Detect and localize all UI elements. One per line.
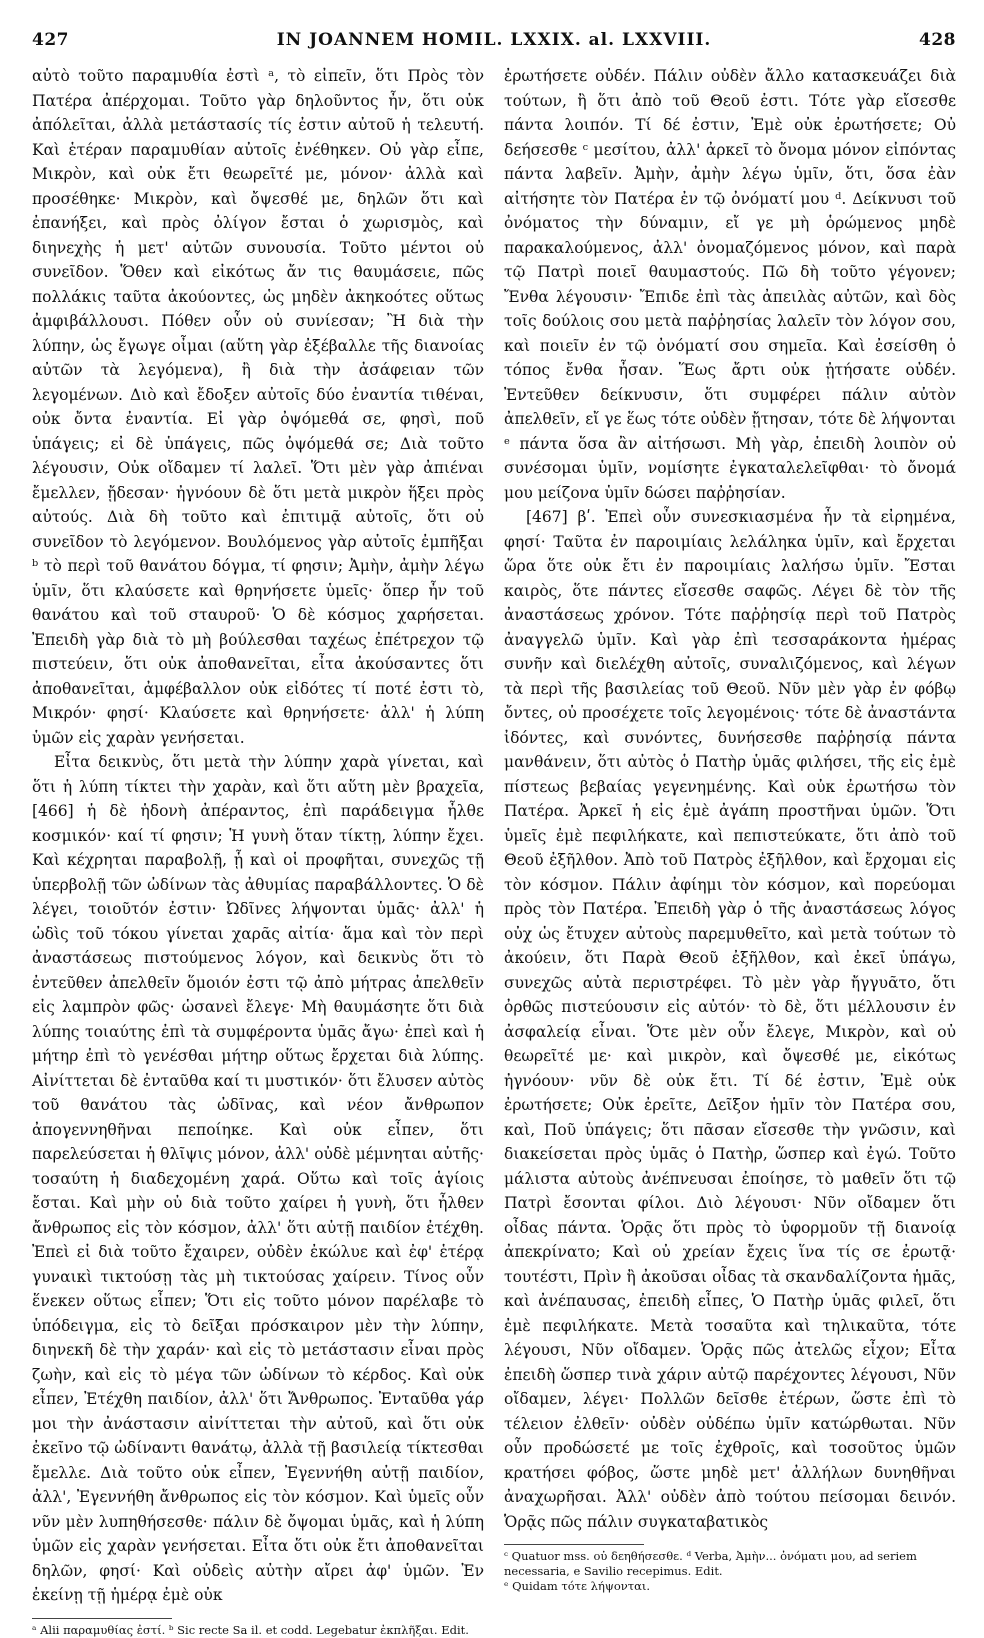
- running-title: IN JOANNEM HOMIL. LXXIX. al. LXXVIII.: [276, 30, 712, 50]
- paragraph: αὐτὸ τοῦτο παραμυθία ἐστὶ ᵃ, τὸ εἰπεῖν, ὅτι Πρὸς τὸν Πατέρα ἀπέρχομαι. Τοῦτο γὰρ δηλοῦντος ἦν, ὅτι οὐκ ἀπόλεῖται, ἀλλὰ μετάστασίς τίς ἐστιν αὐτοῦ ἡ τελευτή. Καὶ ἑτέραν παραμυθίαν αὐτοῖς ἐνέθηκεν. Οὐ γὰρ εἶπε, Μικρὸν, καὶ οὐκ ἔτι θεωρεῖτέ με, μόνον· ἀλλὰ καὶ προσέθηκε· Μικρὸν, καὶ ὄψεσθέ με, δηλῶν ὅτι καὶ ἐπανήξει, καὶ πρὸς ὀλίγον ἔσται ὁ χωρισμὸς, καὶ διηνεχὴς ἡ μετ' αὐτῶν συνουσία. Τοῦτο μέντοι οὐ συνεῖδον. Ὅθεν καὶ εἰκότως ἄν τις θαυμάσειε, πῶς πολλάκις ταῦτα ἀκούοντες, ὡς μηδὲν ἀκηκοότες οὕτως ἀμφιβάλλουσι. Πόθεν οὖν οὐ συνίεσαν; Ἢ διὰ τὴν λύπην, ὡς ἔγωγε οἶμαι (αὕτη γὰρ ἐξέβαλλε τῆς διανοίας αὐτῶν τὰ λεγόμενα), ἢ διὰ τὴν ἀσάφειαν τῶν λεγομένων. Διὸ καὶ ἔδοξεν αὐτοῖς δύο ἐναντία τιθέναι, οὐκ ὄντα ἐναντία. Εἰ γὰρ ὀψόμεθά σε, φησὶ, ποῦ ὑπάγεις; εἰ δὲ ὑπάγεις, πῶς ὀψόμεθά σε; Διὰ τοῦτο λέγουσιν, Οὐκ οἴδαμεν τί λαλεῖ. Ὅτι μὲν γὰρ ἀπιέναι ἔμελλεν, ᾔδεσαν· ἠγνόουν δὲ ὅτι μετὰ μικρὸν ἥξει πρὸς αὐτούς. Διὰ δὴ τοῦτο καὶ ἐπιτιμᾷ αὐτοῖς, ὅτι οὐ συνεῖδον τὸ λεγόμενον. Βουλόμενος γὰρ αὐτοῖς ἐμπῆξαι ᵇ τὸ περὶ τοῦ θανάτου δόγμα, τί φησιν; Ἀμὴν, ἀμὴν λέγω ὑμῖν, ὅτι κλαύσετε καὶ θρηνήσετε ὑμεῖς· ὅπερ ἦν τοῦ θανάτου καὶ τοῦ σταυροῦ· Ὁ δὲ κόσμος χαρήσεται. Ἐπειδὴ γὰρ διὰ τὸ μὴ βούλεσθαι ταχέως ἐπέτρεχον τῷ πιστεύειν, ὅτι οὐκ ἀποθανεῖται, εἶτα ἀκούσαντες ὅτι ἀποθανεῖται, ἀμφέβαλλον οὐκ εἰδότες τί ποτέ ἐστι τὸ, Μικρόν· φησί· Κλαύσετε καὶ θρηνήσετε· ἀλλ' ἡ λύπη ὑμῶν εἰς χαρὰν γενήσεται.: [32, 67, 484, 747]
- footnote: ᵃ Alii παραμυθίας ἐστί. ᵇ Sic recte Sa il. et codd. Legebatur ἐκπλῆξαι. Edit.: [32, 1622, 469, 1637]
- page-number-right: 428: [918, 30, 956, 50]
- footnote-rule: [504, 1544, 644, 1545]
- running-header: [32, 30, 956, 60]
- paragraph: ἐρωτήσετε οὐδέν. Πάλιν οὐδὲν ἄλλο κατασκευάζει διὰ τούτων, ἢ ὅτι ἀπὸ τοῦ Θεοῦ ἐστι. Τότε γὰρ εἴσεσθε πάντα λοιπόν. Τί δέ ἐστιν, Ἐμὲ οὐκ ἐρωτήσετε; Οὐ δεήσεσθε ᶜ μεσίτου, ἀλλ' ἀρκεῖ τὸ ὄνομα μόνον εἰπόντας πάντα λαβεῖν. Ἀμὴν, ἀμὴν λέγω ὑμῖν, ὅτι, ὅσα ἐὰν αἰτήσητε τὸν Πατέρα ἐν τῷ ὀνόματί μου ᵈ. Δείκνυσι τοῦ ὀνόματος τὴν δύναμιν, εἴ γε μὴ ὁρώμενος μηδὲ παρακαλούμενος, ἀλλ' ὀνομαζόμενος μόνον, καὶ παρὰ τῷ Πατρὶ ποιεῖ θαυμαστούς. Πῶ δὴ τοῦτο γέγονεν; Ἔνθα λέγουσιν· Ἔπιδε ἐπὶ τὰς ἀπειλὰς αὐτῶν, καὶ δὸς τοῖς δούλοις σου μετὰ παῤῥησίας λαλεῖν τὸν λόγον σου, καὶ ποιεῖν ἐν τῷ ὀνόματί σου σημεῖα. Καὶ ἐσείσθη ὁ τόπος ἔνθα ἦσαν. Ἕως ἄρτι οὐκ ᾐτήσατε οὐδέν. Ἐντεῦθεν δείκνυσιν, ὅτι συμφέρει πάλιν αὐτὸν ἀπελθεῖν, εἴ γε ἕως τότε οὐδὲν ᾔτησαν, τότε δὲ λήψονται ᵉ πάντα ὅσα ἂν αἰτήσωσι. Μὴ γὰρ, ἐπειδὴ λοιπὸν οὐ συνέσομαι ὑμῖν, νομίσητε ἐγκαταλελεῖφθαι· τὸ ὄνομά μου μείζονα ὑμῖν δώσει παῤῥησίαν.: [504, 67, 956, 502]
- right-column: [504, 64, 956, 1593]
- paragraph: Εἶτα δεικνὺς, ὅτι μετὰ τὴν λύπην χαρὰ γίνεται, καὶ ὅτι ἡ λύπη τίκτει τὴν χαρὰν, καὶ ὅτι αὕτη μὲν βραχεῖα, [466] ἡ δὲ ἡδονὴ ἀπέραντος, ἐπὶ παράδειγμα ἦλθε κοσμικόν· καί τί φησιν; Ἡ γυνὴ ὅταν τίκτῃ, λύπην ἔχει. Καὶ κέχρηται παραβολῇ, ᾗ καὶ οἱ προφῆται, συνεχῶς τῇ ὑπερβολῇ τῶν ὠδίνων τὰς ἀθυμίας παραβάλλοντες. Ὁ δὲ λέγει, τοιοῦτόν ἐστιν· Ὠδῖνες λήψονται ὑμᾶς· ἀλλ' ἡ ὠδὶς τοῦ τόκου γίνεται χαρᾶς αἰτία· ἅμα καὶ τὸν περὶ ἀναστάσεως πιστούμενος λόγον, καὶ δεικνὺς ὅτι τὸ ἐντεῦθεν ἀπελθεῖν ὅμοιόν ἐστι τῷ ἀπὸ μήτρας ἀπελθεῖν εἰς λαμπρὸν φῶς· ὡσανεὶ ἔλεγε· Μὴ θαυμάσητε ὅτι διὰ λύπης τοιαύτης ἐπὶ τὰ συμφέροντα ὑμᾶς ἄγω· ἐπεὶ καὶ ἡ μήτηρ ἐπὶ τὸ γενέσθαι μήτηρ οὕτως ἔρχεται διὰ λύπης. Αἰνίττεται δὲ ἐνταῦθα καί τι μυστικόν· ὅτι ἔλυσεν αὐτὸς τοῦ θανάτου τὰς ὠδῖνας, καὶ νέον ἄνθρωπον ἀπογεννηθῆναι πεποίηκε. Καὶ οὐκ εἶπεν, ὅτι παρελεύσεται ἡ θλῖψις μόνον, ἀλλ' οὐδὲ μέμνηται αὐτῆς· τοσαύτη ἡ διαδεχομένη χαρά. Οὕτω καὶ τοῖς ἁγίοις ἔσται. Καὶ μὴν οὐ διὰ τοῦτο χαίρει ἡ γυνὴ, ὅτι ἦλθεν ἄνθρωπος εἰς τὸν κόσμον, ἀλλ' ὅτι αὐτῇ παιδίον ἐτέχθη. Ἐπεὶ εἰ διὰ τοῦτο ἔχαιρεν, οὐδὲν ἐκώλυε καὶ ἐφ' ἑτέρᾳ γυναικὶ τικτούσῃ τὰς μὴ τικτούσας χαίρειν. Τίνος οὖν ἕνεκεν οὕτως εἶπεν; Ὅτι εἰς τοῦτο μόνον παρέλαβε τὸ ὑπόδειγμα, εἰς τὸ δεῖξαι πρόσκαιρον μὲν τὴν λύπην, διηνεκῆ δὲ τὴν χαράν· καὶ εἰς τὸ μετάστασιν εἶναι πρὸς ζωὴν, καὶ εἰς τὸ μέγα τῶν ὠδίνων τὸ κέρδος. Καὶ οὐκ εἶπεν, Ἐτέχθη παιδίον, ἀλλ' ὅτι Ἄνθρωπος. Ἐνταῦθα γάρ μοι τὴν ἀνάστασιν αἰνίττεται τὴν αὐτοῦ, καὶ ὅτι οὐκ ἐκεῖνο τῷ ὠδίναντι θανάτῳ, ἀλλὰ τῇ βασιλείᾳ τίκτεσθαι ἔμελλε. Διὰ τοῦτο οὐκ εἶπεν, Ἐγεννήθη αὐτῇ παιδίον, ἀλλ', Ἐγεννήθη ἄνθρωπος εἰς τὸν κόσμον. Καὶ ὑμεῖς οὖν νῦν μὲν λυπηθήσεσθε· πάλιν δὲ ὄψομαι ὑμᾶς, καὶ ἡ λύπη ὑμῶν εἰς χαρὰν γενήσεται. Εἶτα ὅτι οὐκ ἔτι ἀποθανεῖται δηλῶν, φησί· Καὶ οὐδεὶς αὐτὴν αἴρει ἀφ' ὑμῶν. Ἐν ἐκείνῃ τῇ ἡμέρᾳ ἐμὲ οὐκ: [32, 753, 484, 1604]
- text-columns: [32, 64, 956, 1637]
- left-column: [32, 64, 484, 1637]
- footnote-rule: [32, 1618, 172, 1619]
- page-number-left: 427: [32, 30, 69, 50]
- footnote: ᶜ Quatuor mss. οὐ δεηθήσεσθε. ᵈ Verba, Ἀμὴν... ὀνόματι μου, ad seriem necessaria, e Savilio recepimus. Edit.: [504, 1549, 917, 1578]
- paragraph: [467] βʹ. Ἐπεὶ οὖν συνεσκιασμένα ἦν τὰ εἰρημένα, φησί· Ταῦτα ἐν παροιμίαις λελάληκα ὑμῖν, καὶ ἔρχεται ὥρα ὅτε οὐκ ἔτι ἐν παροιμίαις λαλήσω ὑμῖν. Ἔσται καιρὸς, ὅτε πάντες εἴσεσθε σαφῶς. Λέγει δὲ τὸν τῆς ἀναστάσεως χρόνον. Τότε παῤῥησίᾳ περὶ τοῦ Πατρὸς ἀναγγελῶ ὑμῖν. Καὶ γὰρ ἐπὶ τεσσαράκοντα ἡμέρας συνῆν καὶ διελέχθη αὐτοῖς, συναλιζόμενος, καὶ λέγων τὰ περὶ τῆς βασιλείας τοῦ Θεοῦ. Νῦν μὲν γὰρ ἐν φόβῳ ὄντες, οὐ προσέχετε τοῖς λεγομένοις· τότε δὲ ἀναστάντα ἰδόντες, καὶ συνόντες, δυνήσεσθε παῤῥησίᾳ πάντα μανθάνειν, ὅτι αὐτὸς ὁ Πατὴρ ὑμᾶς φιλήσει, τῆς εἰς ἐμὲ πίστεως βεβαίας γεγενημένης. Καὶ οὐκ ἐρωτήσω τὸν Πατέρα. Ἀρκεῖ ἡ εἰς ἐμὲ ἀγάπη προστῆναι ὑμῶν. Ὅτι ὑμεῖς ἐμὲ πεφιλήκατε, καὶ πεπιστεύκατε, ὅτι ἀπὸ τοῦ Θεοῦ ἐξῆλθον. Ἀπὸ τοῦ Πατρὸς ἐξῆλθον, καὶ ἔρχομαι εἰς τὸν κόσμον. Πάλιν ἀφίημι τὸν κόσμον, καὶ πορεύομαι πρὸς τὸν Πατέρα. Ἐπειδὴ γὰρ ὁ τῆς ἀναστάσεως λόγος οὐχ ὡς ἔτυχεν αὐτοὺς παρεμυθεῖτο, καὶ μετὰ τούτων τὸ ἀκούειν, ὅτι Παρὰ Θεοῦ ἐξῆλθον, καὶ ἐκεῖ ὑπάγω, συνεχῶς αὐτὰ περιστρέφει. Τὸ μὲν γὰρ ἤγγυᾶτο, ὅτι ὀρθῶς πιστεύουσιν εἰς αὐτόν· τὸ δὲ, ὅτι μέλλουσιν ἐν ἀσφαλείᾳ εἶναι. Ὅτε μὲν οὖν ἔλεγε, Μικρὸν, καὶ οὐ θεωρεῖτέ με· καὶ μικρὸν, καὶ ὄψεσθέ με, εἰκότως ἠγνόουν· νῦν δὲ οὐκ ἔτι. Τί δέ ἐστιν, Ἐμὲ οὐκ ἐρωτήσετε; Οὐκ ἐρεῖτε, Δεῖξον ἡμῖν τὸν Πατέρα σου, καὶ, Ποῦ ὑπάγεις; ὅτι πᾶσαν εἴσεσθε τὴν γνῶσιν, καὶ διακείσεται πρὸς ὑμᾶς ὁ Πατὴρ, ὥσπερ καὶ ἐγώ. Τοῦτο μάλιστα αὐτοὺς ἀνέπνευσαι ἐποίησε, τὸ μαθεῖν ὅτι τῷ Πατρὶ ἔσονται φίλοι. Διὸ λέγουσι· Νῦν οἴδαμεν ὅτι οἶδας πάντα. Ὁρᾷς ὅτι πρὸς τὸ ὑφορμοῦν τῇ διανοίᾳ ἀπεκρίνατο; Καὶ οὐ χρείαν ἔχεις ἵνα τίς σε ἐρωτᾷ· τουτέστι, Πρὶν ἢ ἀκοῦσαι οἶδας τὰ σκανδαλίζοντα ἡμᾶς, καὶ ἀνέπαυσας, ἐπειδὴ εἶπες, Ὁ Πατὴρ ὑμᾶς φιλεῖ, ὅτι ἐμὲ πεφιλήκατε. Μετὰ τοσαῦτα καὶ τηλικαῦτα, τότε λέγουσι, Νῦν οἴδαμεν. Ὁρᾷς πῶς ἀτελῶς εἶχον; Εἶτα ἐπειδὴ ὥσπερ τινὰ χάριν αὐτῷ παρέχοντες λέγουσι, Νῦν οἴδαμεν, λέγει· Πολλῶν δεῖσθε ἑτέρων, ὥστε ἐπὶ τὸ τέλειον ἐλθεῖν· οὐδὲν οὐδέπω ὑμῖν κατώρθωται. Νῦν οὖν προδώσετέ με τοῖς ἐχθροῖς, καὶ τοσοῦτος ὑμῶν κρατήσει φόβος, ὥστε μηδὲ μετ' ἀλλήλων δυνηθῆναι ἀναχωρῆσαι. Ἀλλ' οὐδὲν ἀπὸ τούτου πείσομαι δεινόν. Ὁρᾷς πῶς πάλιν συγκαταβατικὸς: [504, 508, 956, 1531]
- footnote: ᵉ Quidam τότε λήψονται.: [504, 1579, 651, 1593]
